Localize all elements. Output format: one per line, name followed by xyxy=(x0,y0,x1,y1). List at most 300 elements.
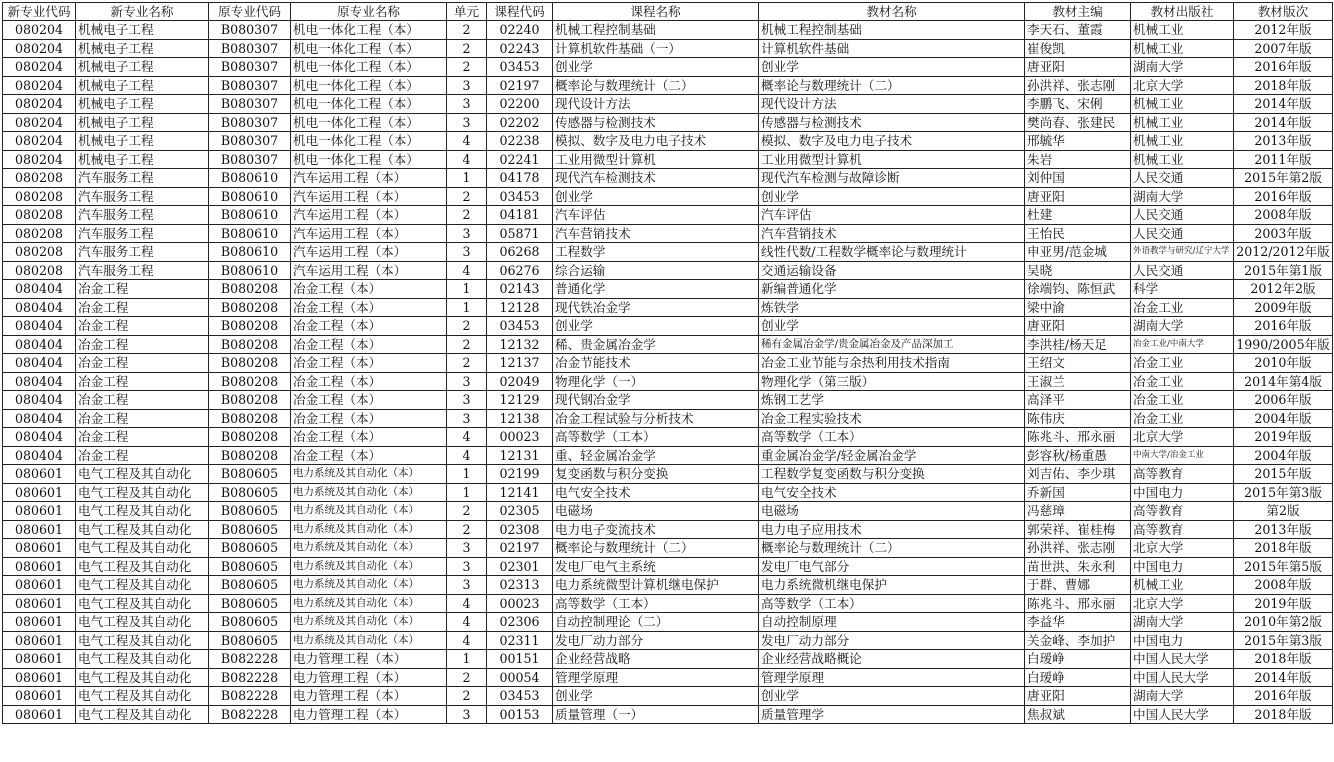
col-header-old-major-code: 原专业代码 xyxy=(209,3,291,21)
cell-edition: 2014年版 xyxy=(1234,668,1333,687)
cell-course-code: 03453 xyxy=(487,58,553,77)
table-row xyxy=(3,39,1333,58)
cell-textbook-name: 炼钢工艺学 xyxy=(759,391,1025,410)
cell-new-major-name: 冶金工程 xyxy=(76,298,209,317)
cell-old-major-code: B080605 xyxy=(209,465,291,484)
table-row xyxy=(3,391,1333,410)
cell-new-major-code: 080204 xyxy=(3,76,76,95)
cell-edition: 2014年第4版 xyxy=(1234,372,1333,391)
cell-editor: 白瑷峥 xyxy=(1025,668,1131,687)
cell-unit: 3 xyxy=(447,409,487,428)
cell-editor: 陈兆斗、邢永丽 xyxy=(1025,594,1131,613)
cell-course-code: 04178 xyxy=(487,169,553,188)
table-row xyxy=(3,372,1333,391)
cell-editor: 李洪桂/杨天足 xyxy=(1025,335,1131,354)
cell-new-major-name: 机械电子工程 xyxy=(76,76,209,95)
cell-editor: 于群、曹娜 xyxy=(1025,576,1131,595)
cell-course-name: 创业学 xyxy=(553,317,759,336)
cell-old-major-code: B080208 xyxy=(209,317,291,336)
cell-textbook-name: 企业经营战略概论 xyxy=(759,650,1025,669)
cell-editor: 朱岩 xyxy=(1025,150,1131,169)
table-row xyxy=(3,187,1333,206)
cell-course-code: 12138 xyxy=(487,409,553,428)
cell-edition: 2004年版 xyxy=(1234,409,1333,428)
cell-new-major-code: 080204 xyxy=(3,21,76,40)
cell-edition: 2015年第3版 xyxy=(1234,483,1333,502)
cell-edition: 2008年版 xyxy=(1234,206,1333,225)
cell-old-major-code: B082228 xyxy=(209,687,291,706)
cell-publisher: 湖南大学 xyxy=(1131,187,1234,206)
cell-course-name: 工业用微型计算机 xyxy=(553,150,759,169)
table-row xyxy=(3,502,1333,521)
cell-course-code: 12132 xyxy=(487,335,553,354)
cell-old-major-name: 电力管理工程（本） xyxy=(291,650,447,669)
cell-new-major-name: 机械电子工程 xyxy=(76,21,209,40)
cell-unit: 3 xyxy=(447,705,487,724)
cell-course-code: 02241 xyxy=(487,150,553,169)
cell-publisher: 北京大学 xyxy=(1131,539,1234,558)
cell-new-major-code: 080204 xyxy=(3,95,76,114)
cell-course-name: 汽车营销技术 xyxy=(553,224,759,243)
cell-old-major-code: B080605 xyxy=(209,483,291,502)
cell-old-major-code: B080605 xyxy=(209,557,291,576)
cell-old-major-code: B080605 xyxy=(209,520,291,539)
cell-publisher: 北京大学 xyxy=(1131,594,1234,613)
cell-textbook-name: 发电厂电气部分 xyxy=(759,557,1025,576)
cell-new-major-name: 汽车服务工程 xyxy=(76,243,209,262)
cell-unit: 3 xyxy=(447,391,487,410)
cell-old-major-name: 冶金工程（本） xyxy=(291,446,447,465)
cell-new-major-name: 汽车服务工程 xyxy=(76,261,209,280)
cell-unit: 4 xyxy=(447,428,487,447)
cell-old-major-name: 机电一体化工程（本） xyxy=(291,95,447,114)
cell-editor: 王绍文 xyxy=(1025,354,1131,373)
cell-textbook-name: 汽车营销技术 xyxy=(759,224,1025,243)
cell-unit: 2 xyxy=(447,335,487,354)
cell-publisher: 湖南大学 xyxy=(1131,58,1234,77)
cell-course-code: 12137 xyxy=(487,354,553,373)
cell-course-code: 05871 xyxy=(487,224,553,243)
cell-edition: 2018年版 xyxy=(1234,76,1333,95)
cell-course-name: 现代设计方法 xyxy=(553,95,759,114)
cell-course-code: 00151 xyxy=(487,650,553,669)
cell-publisher: 冶金工业 xyxy=(1131,354,1234,373)
cell-editor: 崔俊凯 xyxy=(1025,39,1131,58)
cell-course-code: 00023 xyxy=(487,594,553,613)
cell-new-major-code: 080601 xyxy=(3,502,76,521)
table-row xyxy=(3,520,1333,539)
table-row xyxy=(3,557,1333,576)
cell-textbook-name: 电磁场 xyxy=(759,502,1025,521)
cell-new-major-name: 汽车服务工程 xyxy=(76,169,209,188)
cell-new-major-code: 080601 xyxy=(3,650,76,669)
cell-editor: 徐端钧、陈恒武 xyxy=(1025,280,1131,299)
cell-new-major-code: 080208 xyxy=(3,224,76,243)
cell-unit: 4 xyxy=(447,631,487,650)
cell-unit: 4 xyxy=(447,261,487,280)
cell-edition: 2015年第1版 xyxy=(1234,261,1333,280)
table-row xyxy=(3,631,1333,650)
cell-unit: 2 xyxy=(447,687,487,706)
cell-old-major-code: B080610 xyxy=(209,169,291,188)
cell-edition: 2019年版 xyxy=(1234,428,1333,447)
cell-new-major-name: 汽车服务工程 xyxy=(76,224,209,243)
cell-publisher: 人民交通 xyxy=(1131,206,1234,225)
cell-textbook-name: 冶金工程实验技术 xyxy=(759,409,1025,428)
cell-unit: 3 xyxy=(447,224,487,243)
cell-editor: 苗世洪、朱永利 xyxy=(1025,557,1131,576)
cell-publisher: 北京大学 xyxy=(1131,76,1234,95)
cell-old-major-name: 冶金工程（本） xyxy=(291,354,447,373)
cell-old-major-code: B080605 xyxy=(209,539,291,558)
table-row xyxy=(3,150,1333,169)
table-row xyxy=(3,113,1333,132)
cell-new-major-code: 080601 xyxy=(3,465,76,484)
cell-publisher: 科学 xyxy=(1131,280,1234,299)
cell-editor: 唐亚阳 xyxy=(1025,687,1131,706)
cell-new-major-code: 080601 xyxy=(3,705,76,724)
cell-course-code: 00054 xyxy=(487,668,553,687)
cell-course-name: 汽车评估 xyxy=(553,206,759,225)
cell-new-major-code: 080404 xyxy=(3,428,76,447)
cell-editor: 李天石、董霞 xyxy=(1025,21,1131,40)
cell-editor: 郭荣祥、崔桂梅 xyxy=(1025,520,1131,539)
cell-course-name: 高等数学（工本） xyxy=(553,594,759,613)
cell-new-major-name: 机械电子工程 xyxy=(76,150,209,169)
cell-textbook-name: 创业学 xyxy=(759,317,1025,336)
cell-new-major-code: 080601 xyxy=(3,557,76,576)
cell-new-major-code: 080204 xyxy=(3,58,76,77)
cell-course-name: 物理化学（一） xyxy=(553,372,759,391)
cell-editor: 唐亚阳 xyxy=(1025,317,1131,336)
cell-editor: 陈兆斗、邢永丽 xyxy=(1025,428,1131,447)
cell-edition: 2007年版 xyxy=(1234,39,1333,58)
cell-textbook-name: 电力系统微机继电保护 xyxy=(759,576,1025,595)
cell-textbook-name: 电力电子应用技术 xyxy=(759,520,1025,539)
cell-old-major-code: B080610 xyxy=(209,261,291,280)
cell-course-code: 06276 xyxy=(487,261,553,280)
cell-course-code: 02199 xyxy=(487,465,553,484)
cell-course-code: 02240 xyxy=(487,21,553,40)
cell-textbook-name: 发电厂动力部分 xyxy=(759,631,1025,650)
cell-unit: 3 xyxy=(447,557,487,576)
col-header-editor: 教材主编 xyxy=(1025,3,1131,21)
cell-old-major-code: B082228 xyxy=(209,650,291,669)
cell-old-major-name: 冶金工程（本） xyxy=(291,391,447,410)
table-row xyxy=(3,668,1333,687)
cell-editor: 冯慈璋 xyxy=(1025,502,1131,521)
cell-old-major-code: B080208 xyxy=(209,280,291,299)
cell-course-code: 02313 xyxy=(487,576,553,595)
cell-course-name: 创业学 xyxy=(553,687,759,706)
cell-unit: 3 xyxy=(447,372,487,391)
cell-textbook-name: 自动控制原理 xyxy=(759,613,1025,632)
cell-editor: 邢毓华 xyxy=(1025,132,1131,151)
cell-publisher: 中国电力 xyxy=(1131,483,1234,502)
cell-new-major-name: 机械电子工程 xyxy=(76,58,209,77)
cell-course-code: 00023 xyxy=(487,428,553,447)
cell-new-major-code: 080204 xyxy=(3,150,76,169)
cell-old-major-name: 电力系统及其自动化（本） xyxy=(291,576,447,595)
cell-old-major-name: 电力系统及其自动化（本） xyxy=(291,502,447,521)
cell-old-major-name: 电力系统及其自动化（本） xyxy=(291,465,447,484)
cell-course-name: 复变函数与积分变换 xyxy=(553,465,759,484)
cell-course-name: 稀、贵金属冶金学 xyxy=(553,335,759,354)
cell-course-name: 发电厂动力部分 xyxy=(553,631,759,650)
cell-unit: 4 xyxy=(447,613,487,632)
cell-course-name: 概率论与数理统计（二） xyxy=(553,539,759,558)
cell-course-name: 电力电子变流技术 xyxy=(553,520,759,539)
cell-edition: 2010年版 xyxy=(1234,354,1333,373)
cell-new-major-code: 080208 xyxy=(3,243,76,262)
cell-new-major-name: 冶金工程 xyxy=(76,372,209,391)
cell-edition: 2003年版 xyxy=(1234,224,1333,243)
cell-edition: 2018年版 xyxy=(1234,539,1333,558)
cell-textbook-name: 创业学 xyxy=(759,687,1025,706)
cell-course-name: 概率论与数理统计（二） xyxy=(553,76,759,95)
cell-unit: 2 xyxy=(447,21,487,40)
cell-new-major-name: 电气工程及其自动化 xyxy=(76,539,209,558)
cell-old-major-name: 机电一体化工程（本） xyxy=(291,76,447,95)
cell-old-major-code: B080307 xyxy=(209,113,291,132)
cell-publisher: 中国电力 xyxy=(1131,557,1234,576)
table-row xyxy=(3,613,1333,632)
cell-old-major-name: 机电一体化工程（本） xyxy=(291,113,447,132)
cell-new-major-code: 080601 xyxy=(3,687,76,706)
cell-editor: 刘吉佑、李少琪 xyxy=(1025,465,1131,484)
cell-course-code: 02243 xyxy=(487,39,553,58)
cell-course-name: 创业学 xyxy=(553,58,759,77)
cell-unit: 2 xyxy=(447,187,487,206)
col-header-course-code: 课程代码 xyxy=(487,3,553,21)
cell-editor: 陈伟庆 xyxy=(1025,409,1131,428)
cell-course-name: 普通化学 xyxy=(553,280,759,299)
table-row xyxy=(3,594,1333,613)
cell-course-code: 12131 xyxy=(487,446,553,465)
cell-textbook-name: 电气安全技术 xyxy=(759,483,1025,502)
cell-new-major-name: 冶金工程 xyxy=(76,354,209,373)
cell-new-major-name: 机械电子工程 xyxy=(76,39,209,58)
cell-old-major-code: B080307 xyxy=(209,76,291,95)
cell-publisher: 机械工业 xyxy=(1131,21,1234,40)
cell-unit: 4 xyxy=(447,446,487,465)
cell-course-name: 计算机软件基础（一） xyxy=(553,39,759,58)
cell-textbook-name: 概率论与数理统计（二） xyxy=(759,76,1025,95)
cell-new-major-name: 机械电子工程 xyxy=(76,95,209,114)
cell-old-major-code: B080605 xyxy=(209,502,291,521)
cell-old-major-name: 机电一体化工程（本） xyxy=(291,150,447,169)
cell-editor: 杜建 xyxy=(1025,206,1131,225)
cell-textbook-name: 现代汽车检测与故障诊断 xyxy=(759,169,1025,188)
cell-old-major-name: 冶金工程（本） xyxy=(291,280,447,299)
cell-old-major-code: B080307 xyxy=(209,58,291,77)
cell-course-code: 12129 xyxy=(487,391,553,410)
cell-publisher: 湖南大学 xyxy=(1131,613,1234,632)
cell-unit: 1 xyxy=(447,483,487,502)
cell-publisher: 机械工业 xyxy=(1131,113,1234,132)
cell-course-code: 12141 xyxy=(487,483,553,502)
cell-new-major-code: 080404 xyxy=(3,446,76,465)
cell-editor: 唐亚阳 xyxy=(1025,58,1131,77)
cell-edition: 2014年版 xyxy=(1234,95,1333,114)
cell-old-major-code: B080605 xyxy=(209,631,291,650)
table-row xyxy=(3,169,1333,188)
cell-new-major-name: 电气工程及其自动化 xyxy=(76,465,209,484)
cell-edition: 2011年版 xyxy=(1234,150,1333,169)
cell-new-major-code: 080404 xyxy=(3,372,76,391)
cell-textbook-name: 计算机软件基础 xyxy=(759,39,1025,58)
cell-old-major-name: 电力系统及其自动化（本） xyxy=(291,613,447,632)
cell-textbook-name: 物理化学（第三版） xyxy=(759,372,1025,391)
cell-new-major-code: 080404 xyxy=(3,335,76,354)
cell-course-name: 机械工程控制基础 xyxy=(553,21,759,40)
cell-edition: 2018年版 xyxy=(1234,650,1333,669)
cell-textbook-name: 现代设计方法 xyxy=(759,95,1025,114)
cell-new-major-code: 080601 xyxy=(3,539,76,558)
cell-new-major-code: 080601 xyxy=(3,631,76,650)
cell-editor: 梁中渝 xyxy=(1025,298,1131,317)
table-row xyxy=(3,428,1333,447)
cell-edition: 2012年2版 xyxy=(1234,280,1333,299)
cell-unit: 3 xyxy=(447,95,487,114)
cell-new-major-code: 080204 xyxy=(3,113,76,132)
cell-new-major-code: 080404 xyxy=(3,298,76,317)
cell-textbook-name: 概率论与数理统计（二） xyxy=(759,539,1025,558)
cell-course-code: 02200 xyxy=(487,95,553,114)
cell-unit: 1 xyxy=(447,465,487,484)
cell-course-name: 现代钢冶金学 xyxy=(553,391,759,410)
cell-old-major-code: B080307 xyxy=(209,21,291,40)
cell-editor: 李益华 xyxy=(1025,613,1131,632)
cell-new-major-code: 080404 xyxy=(3,317,76,336)
cell-old-major-code: B082228 xyxy=(209,705,291,724)
cell-new-major-code: 080208 xyxy=(3,261,76,280)
col-header-new-major-name: 新专业名称 xyxy=(76,3,209,21)
textbook-table xyxy=(2,2,1333,724)
cell-unit: 3 xyxy=(447,243,487,262)
table-row xyxy=(3,409,1333,428)
cell-unit: 2 xyxy=(447,58,487,77)
cell-old-major-code: B080307 xyxy=(209,39,291,58)
table-row xyxy=(3,483,1333,502)
table-row xyxy=(3,76,1333,95)
table-row xyxy=(3,354,1333,373)
cell-editor: 彭容秋/杨重愚 xyxy=(1025,446,1131,465)
table-row xyxy=(3,224,1333,243)
cell-publisher: 机械工业 xyxy=(1131,39,1234,58)
cell-old-major-name: 冶金工程（本） xyxy=(291,298,447,317)
cell-course-code: 02308 xyxy=(487,520,553,539)
cell-new-major-name: 电气工程及其自动化 xyxy=(76,705,209,724)
cell-new-major-name: 冶金工程 xyxy=(76,280,209,299)
cell-course-code: 02197 xyxy=(487,76,553,95)
cell-publisher: 中国电力 xyxy=(1131,631,1234,650)
cell-editor: 申亚男/范金城 xyxy=(1025,243,1131,262)
table-row xyxy=(3,280,1333,299)
cell-new-major-name: 冶金工程 xyxy=(76,409,209,428)
cell-old-major-name: 电力系统及其自动化（本） xyxy=(291,539,447,558)
cell-old-major-code: B080208 xyxy=(209,354,291,373)
cell-publisher: 高等教育 xyxy=(1131,465,1234,484)
cell-course-name: 电力系统微型计算机继电保护 xyxy=(553,576,759,595)
cell-old-major-code: B080208 xyxy=(209,428,291,447)
cell-publisher: 人民交通 xyxy=(1131,224,1234,243)
cell-unit: 1 xyxy=(447,650,487,669)
cell-new-major-name: 电气工程及其自动化 xyxy=(76,594,209,613)
cell-publisher: 冶金工业 xyxy=(1131,298,1234,317)
cell-course-code: 02311 xyxy=(487,631,553,650)
cell-course-code: 02301 xyxy=(487,557,553,576)
col-header-old-major-name: 原专业名称 xyxy=(291,3,447,21)
cell-old-major-name: 汽车运用工程（本） xyxy=(291,243,447,262)
cell-old-major-code: B080605 xyxy=(209,576,291,595)
cell-editor: 高泽平 xyxy=(1025,391,1131,410)
cell-unit: 2 xyxy=(447,206,487,225)
cell-old-major-code: B080605 xyxy=(209,594,291,613)
cell-new-major-code: 080204 xyxy=(3,39,76,58)
cell-edition: 2015年版 xyxy=(1234,465,1333,484)
cell-course-name: 传感器与检测技术 xyxy=(553,113,759,132)
cell-new-major-name: 冶金工程 xyxy=(76,446,209,465)
cell-old-major-name: 汽车运用工程（本） xyxy=(291,187,447,206)
cell-course-name: 工程数学 xyxy=(553,243,759,262)
cell-old-major-code: B080610 xyxy=(209,224,291,243)
cell-publisher: 中南大学/冶金工业 xyxy=(1131,446,1234,465)
cell-publisher: 冶金工业 xyxy=(1131,372,1234,391)
cell-new-major-name: 冶金工程 xyxy=(76,335,209,354)
cell-textbook-name: 创业学 xyxy=(759,58,1025,77)
cell-unit: 3 xyxy=(447,539,487,558)
cell-editor: 吴晓 xyxy=(1025,261,1131,280)
cell-edition: 2004年版 xyxy=(1234,446,1333,465)
cell-edition: 2019年版 xyxy=(1234,594,1333,613)
cell-edition: 2012/2012年版 xyxy=(1234,243,1333,262)
cell-edition: 2008年版 xyxy=(1234,576,1333,595)
cell-edition: 2014年版 xyxy=(1234,113,1333,132)
cell-course-code: 02306 xyxy=(487,613,553,632)
cell-editor: 孙洪祥、张志刚 xyxy=(1025,539,1131,558)
cell-new-major-name: 电气工程及其自动化 xyxy=(76,520,209,539)
cell-old-major-code: B080610 xyxy=(209,187,291,206)
table-row xyxy=(3,298,1333,317)
cell-textbook-name: 炼铁学 xyxy=(759,298,1025,317)
cell-publisher: 冶金工业 xyxy=(1131,409,1234,428)
cell-unit: 3 xyxy=(447,113,487,132)
cell-textbook-name: 工业用微型计算机 xyxy=(759,150,1025,169)
cell-new-major-name: 机械电子工程 xyxy=(76,113,209,132)
cell-old-major-code: B080208 xyxy=(209,372,291,391)
cell-new-major-name: 冶金工程 xyxy=(76,391,209,410)
cell-old-major-code: B080208 xyxy=(209,335,291,354)
cell-editor: 焦叔斌 xyxy=(1025,705,1131,724)
table-row xyxy=(3,576,1333,595)
cell-course-code: 02202 xyxy=(487,113,553,132)
cell-old-major-name: 汽车运用工程（本） xyxy=(291,206,447,225)
cell-course-name: 现代铁冶金学 xyxy=(553,298,759,317)
cell-textbook-name: 管理学原理 xyxy=(759,668,1025,687)
cell-edition: 2015年第2版 xyxy=(1234,169,1333,188)
cell-editor: 刘仲国 xyxy=(1025,169,1131,188)
cell-new-major-code: 080601 xyxy=(3,520,76,539)
cell-course-name: 综合运输 xyxy=(553,261,759,280)
cell-old-major-code: B080307 xyxy=(209,132,291,151)
cell-course-name: 模拟、数字及电力电子技术 xyxy=(553,132,759,151)
cell-new-major-name: 汽车服务工程 xyxy=(76,206,209,225)
cell-new-major-code: 080404 xyxy=(3,409,76,428)
cell-new-major-name: 电气工程及其自动化 xyxy=(76,613,209,632)
cell-new-major-code: 080204 xyxy=(3,132,76,151)
cell-edition: 第2版 xyxy=(1234,502,1333,521)
